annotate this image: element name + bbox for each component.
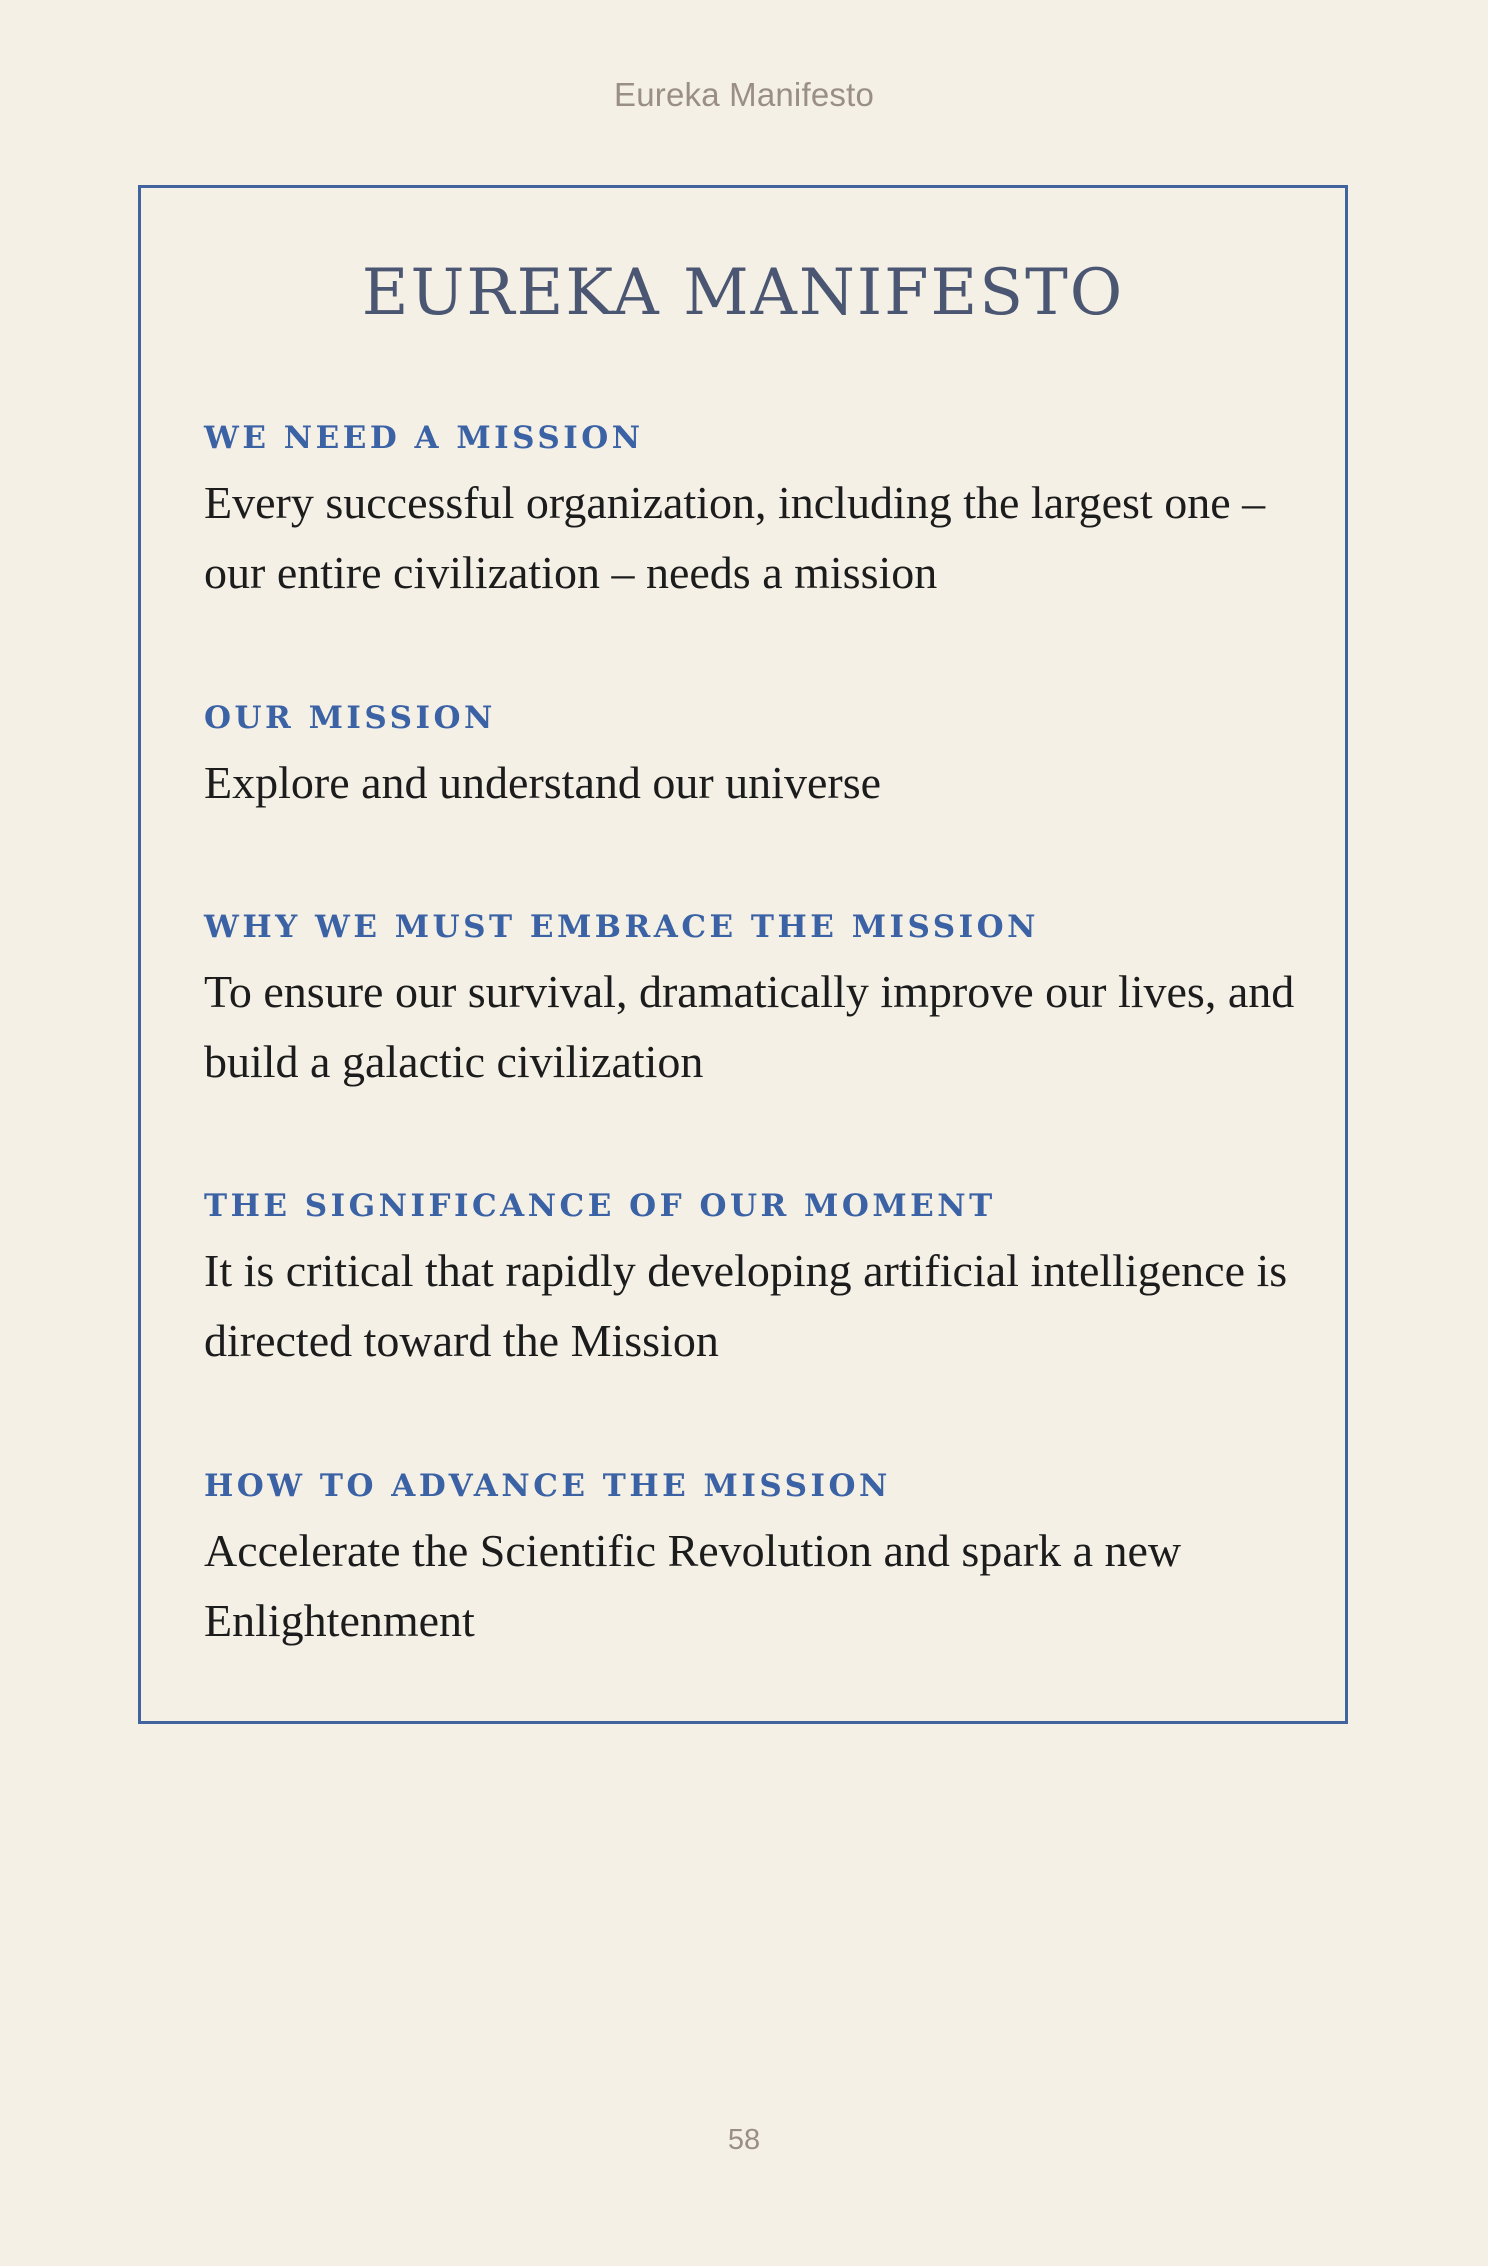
section-heading: THE SIGNIFICANCE OF OUR MOMENT: [204, 1188, 996, 1224]
section-heading: HOW TO ADVANCE THE MISSION: [204, 1468, 891, 1504]
section-our-mission: [204, 696, 1314, 818]
section-body: It is critical that rapidly developing artificial intelligence is directed toward the Mission: [204, 1245, 1288, 1366]
running-header: Eureka Manifesto: [614, 76, 874, 113]
section-how-to-advance: [204, 1464, 1314, 1656]
section-heading: OUR MISSION: [204, 700, 496, 736]
section-body: Accelerate the Scientific Revolution and spark a new Enlightenment: [204, 1525, 1182, 1646]
section-significance-of-moment: [204, 1184, 1314, 1376]
section-heading: WHY WE MUST EMBRACE THE MISSION: [204, 909, 1039, 945]
section-heading: WE NEED A MISSION: [204, 420, 644, 456]
section-body: Explore and understand our universe: [204, 757, 882, 808]
section-why-embrace-mission: [204, 905, 1314, 1097]
manifesto-box: [138, 185, 1348, 1724]
manifesto-title: EUREKA MANIFESTO: [361, 256, 1125, 330]
section-we-need-a-mission: [204, 416, 1314, 608]
section-body: To ensure our survival, dramatically improve our lives, and build a galactic civilization: [204, 966, 1295, 1087]
section-body: Every successful organization, including the largest one – our entire civilization – needs a mission: [204, 477, 1266, 598]
page-number: 58: [727, 2124, 761, 2156]
